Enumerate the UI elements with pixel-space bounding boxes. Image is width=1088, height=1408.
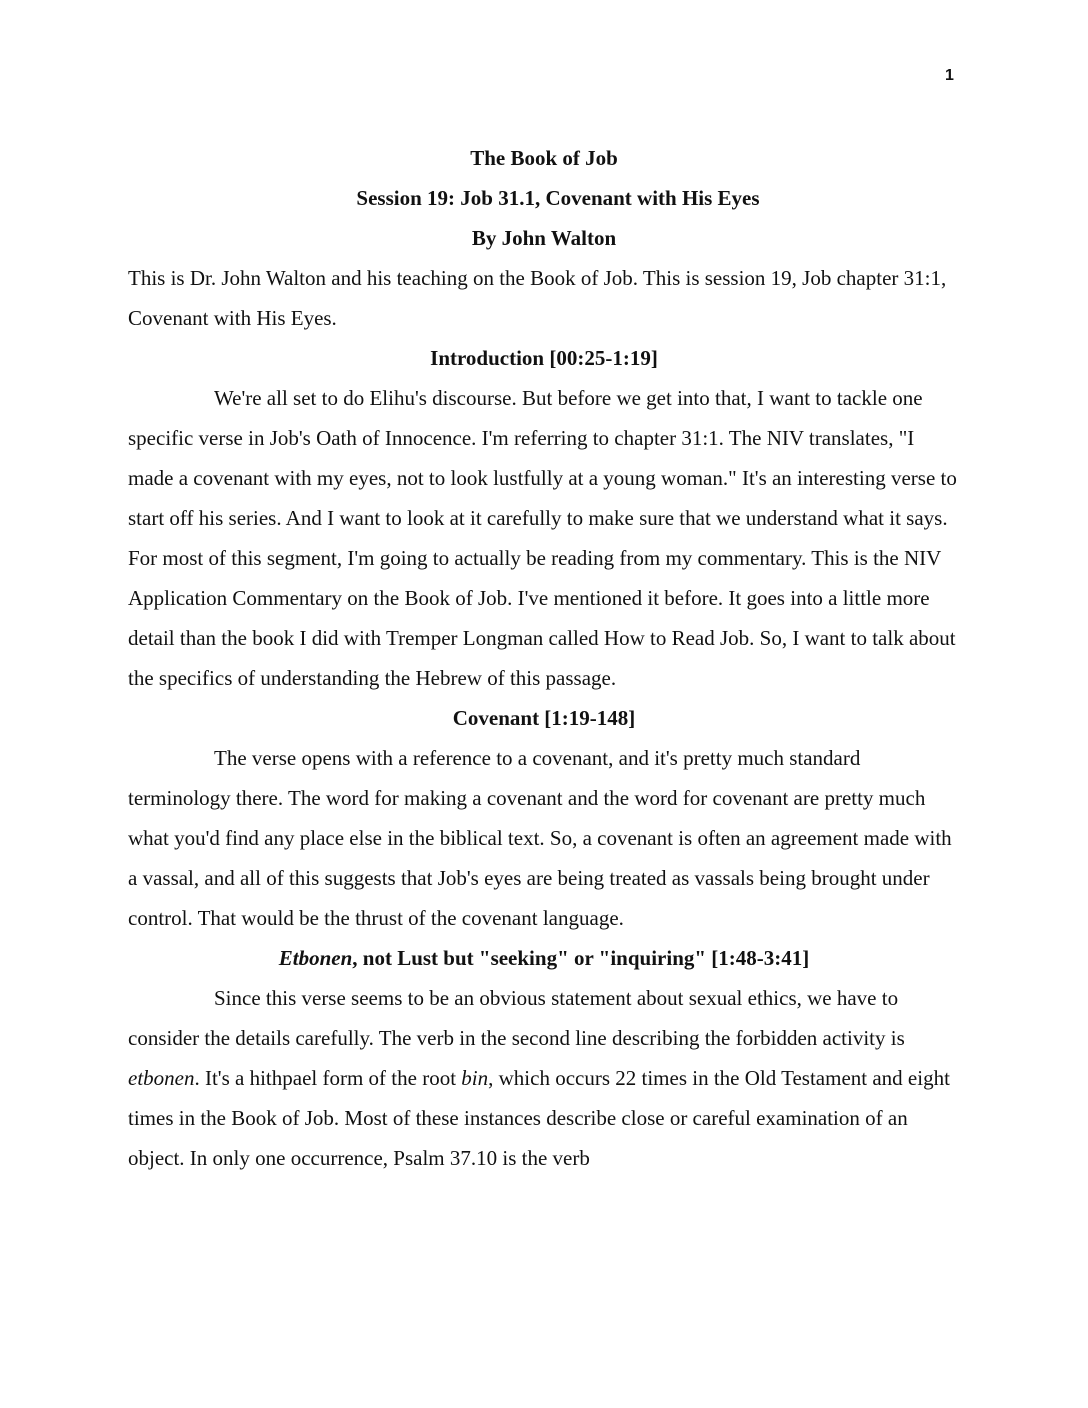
document-body — [128, 138, 960, 1178]
etbonen-text-part2: . It's a hithpael form of the root — [194, 1066, 462, 1090]
heading-rest-etbonen: , not Lust but "seeking" or "inquiring" [1:48-3:41] — [352, 946, 810, 970]
intro-paragraph: This is Dr. John Walton and his teaching on the Book of Job. This is session 19, Job chapter 31:1, Covenant with His Eyes. — [128, 266, 947, 330]
etbonen-paragraph — [128, 978, 960, 1178]
heading-term-etbonen: Etbonen — [278, 946, 353, 970]
etbonen-text-part1: Since this verse seems to be an obvious statement about sexual ethics, we have to consider the details carefully. The verb in the second line describing the forbidden activity is — [128, 986, 905, 1050]
covenant-paragraph: The verse opens with a reference to a covenant, and it's pretty much standard terminology there. The word for making a covenant and the word for covenant are pretty much what you'd find any place else in the biblical text. So, a covenant is often an agreement made with a vassal, and all of this suggests that Job's eyes are being treated as vassals being brought under control. That would be the thrust of the covenant language. — [128, 746, 952, 930]
author-line: By John Walton — [471, 226, 617, 250]
section-heading-introduction: Introduction [00:25-1:19] — [430, 346, 658, 370]
section-heading-etbonen — [128, 938, 960, 978]
document-title: The Book of Job — [470, 146, 618, 170]
etbonen-text-part3: , which occurs 22 times in the Old Testament and eight times in the Book of Job. Most of these instances describe close or careful examination of an object. In only one occurrence, Psalm 37.10 is the verb — [128, 1066, 950, 1170]
introduction-paragraph: We're all set to do Elihu's discourse. But before we get into that, I want to tackle one specific verse in Job's Oath of Innocence. I'm referring to chapter 31:1. The NIV translates, "I made a covenant with my eyes, not to look lustfully at a young woman." It's an interesting verse to start off his series. And I want to look at it carefully to make sure that we understand what it says. For most of this segment, I'm going to actually be reading from my commentary. This is the NIV Application Commentary on the Book of Job. I've mentioned it before. It goes into a little more detail than the book I did with Tremper Longman called How to Read Job. So, I want to talk about the specifics of understanding the Hebrew of this passage. — [128, 386, 957, 690]
section-heading-covenant: Covenant [1:19-148] — [452, 706, 636, 730]
session-title: Session 19: Job 31.1, Covenant with His Eyes — [356, 186, 760, 210]
term-etbonen: etbonen — [128, 1066, 195, 1090]
term-bin: bin — [461, 1066, 489, 1090]
page-number: 1 — [945, 67, 954, 84]
